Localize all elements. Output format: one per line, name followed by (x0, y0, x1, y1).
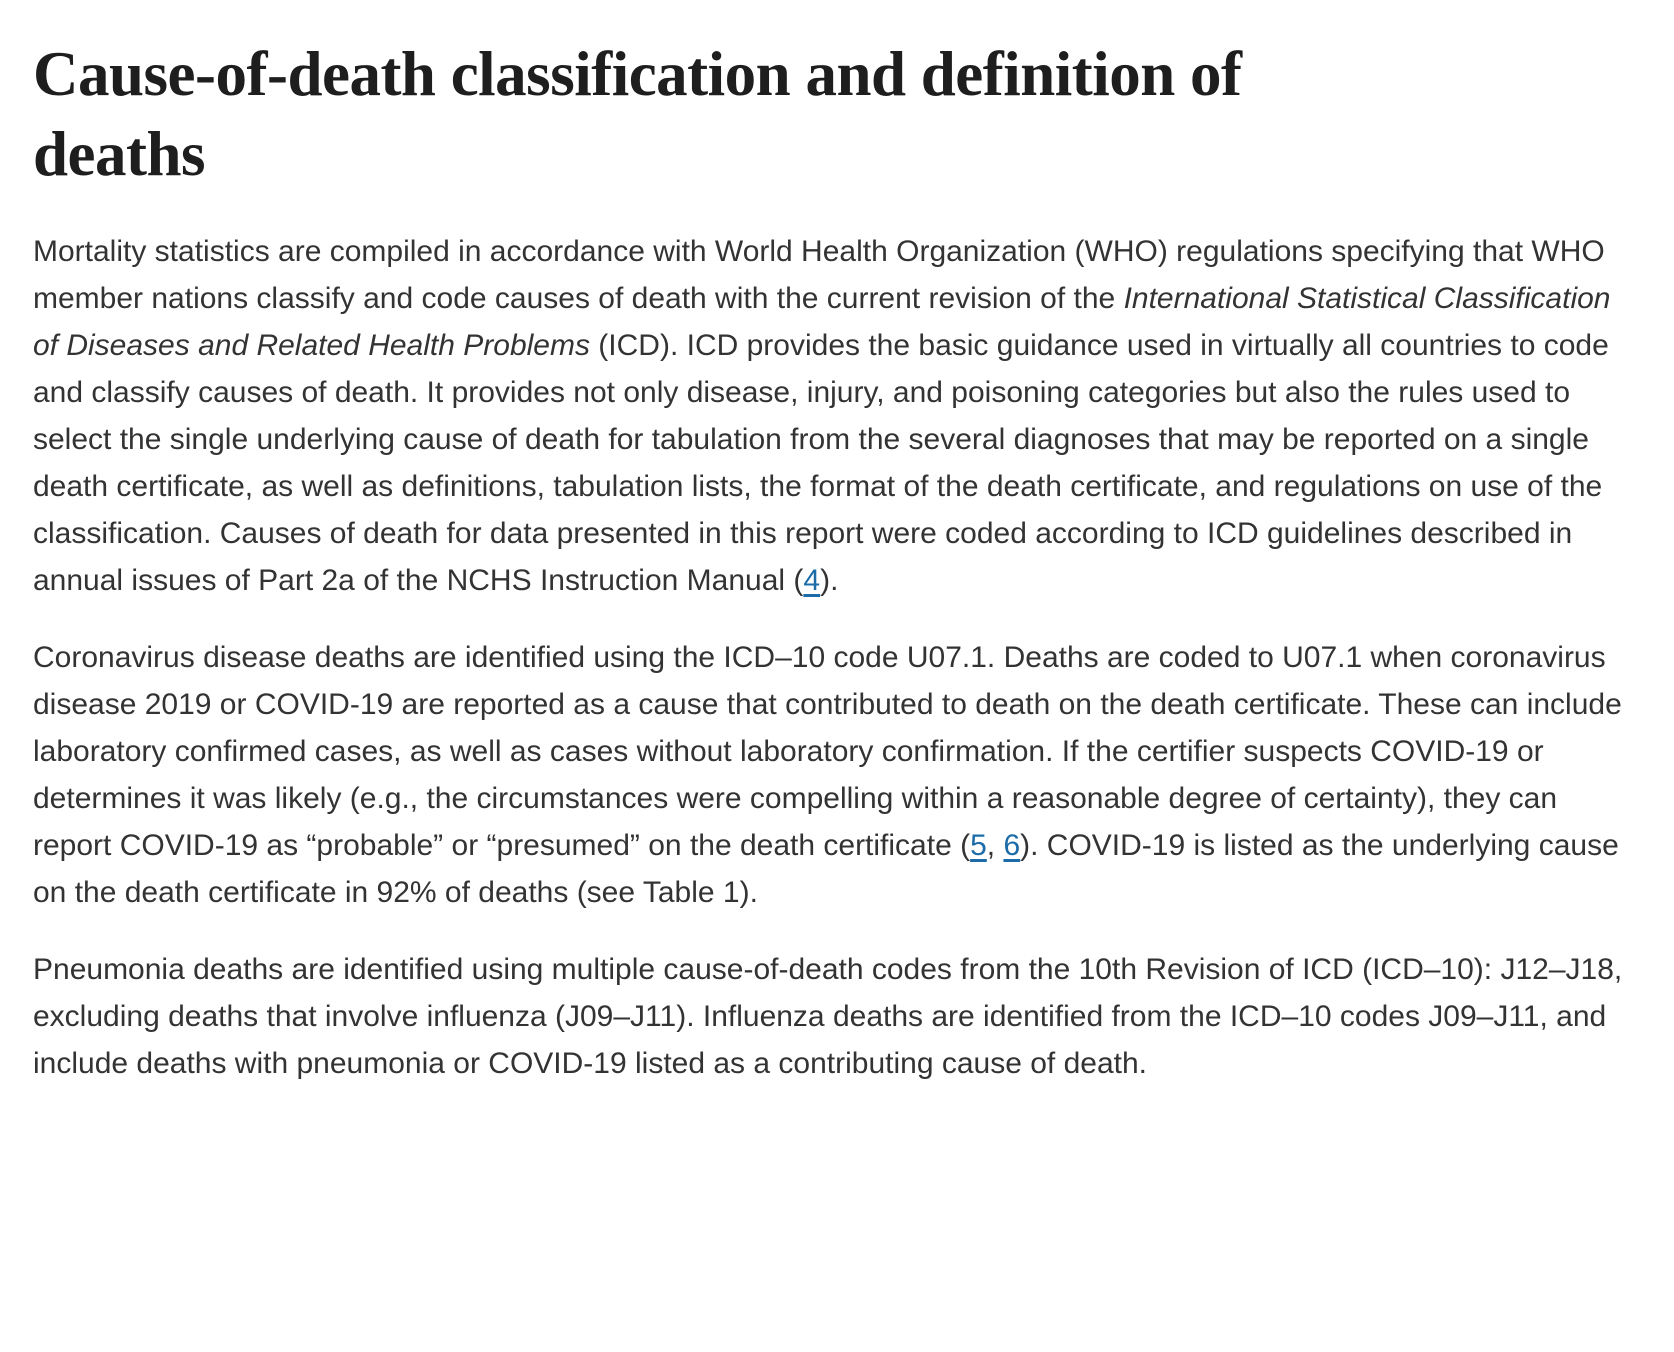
reference-link-4[interactable]: 4 (803, 564, 821, 597)
paragraph-text: Coronavirus disease deaths are identified using the ICD–10 code U07.1. Deaths are coded to U07.1 when coronavirus disease 2019 or COVID-19 are reported as a cause that contributed to death on the death certificate. These can include laboratory confirmed cases, as well as cases without laboratory confirmation. If the certifier suspects COVID-19 or determines it was likely (e.g., the circumstances were compelling within a reasonable degree of certainty), they can report COVID-19 as “probable” or “presumed” on the death certificate ( (33, 641, 1622, 862)
paragraph-text: Mortality statistics are compiled in accordance with World Health Organization (WHO) regulations specifying that WHO member nations classify and code causes of death with the current revision of the (33, 235, 1605, 315)
paragraph-mortality-statistics (33, 228, 1643, 604)
article-body (33, 228, 1644, 1087)
paragraph-text: Pneumonia deaths are identified using multiple cause-of-death codes from the 10th Revision of ICD (ICD–10): J12–J18, excluding deaths that involve influenza (J09–J11). Influenza deaths are identified from the ICD–10 codes J09–J11, and include deaths with pneumonia or COVID-19 listed as a contributing cause of death. (33, 953, 1623, 1080)
icd-publication-title: International Statistical Classification of Diseases and Related Health Problems (33, 282, 1611, 362)
paragraph-pneumonia-deaths (33, 946, 1643, 1087)
reference-link-5[interactable]: 5 (970, 829, 987, 862)
paragraph-coronavirus-deaths (33, 634, 1643, 916)
paragraph-text: ). COVID-19 is listed as the underlying cause on the death certificate in 92% of deaths (see Table 1). (33, 829, 1619, 909)
paragraph-text: ). (820, 564, 839, 597)
page-title-line-1: Cause-of-death classification and definition of (33, 39, 1242, 109)
page-title (33, 34, 1644, 194)
paragraph-text: , (986, 829, 1004, 862)
page-title-line-2: deaths (33, 119, 206, 189)
reference-link-6[interactable]: 6 (1003, 829, 1021, 862)
paragraph-text: (ICD). ICD provides the basic guidance used in virtually all countries to code and classify causes of death. It provides not only disease, injury, and poisoning categories but also the rules used to select the single underlying cause of death for tabulation from the several diagnoses that may be reported on a single death certificate, as well as definitions, tabulation lists, the format of the death certificate, and regulations on use of the classification. Causes of death for data presented in this report were coded according to ICD guidelines described in annual issues of Part 2a of the NCHS Instruction Manual ( (33, 329, 1609, 597)
